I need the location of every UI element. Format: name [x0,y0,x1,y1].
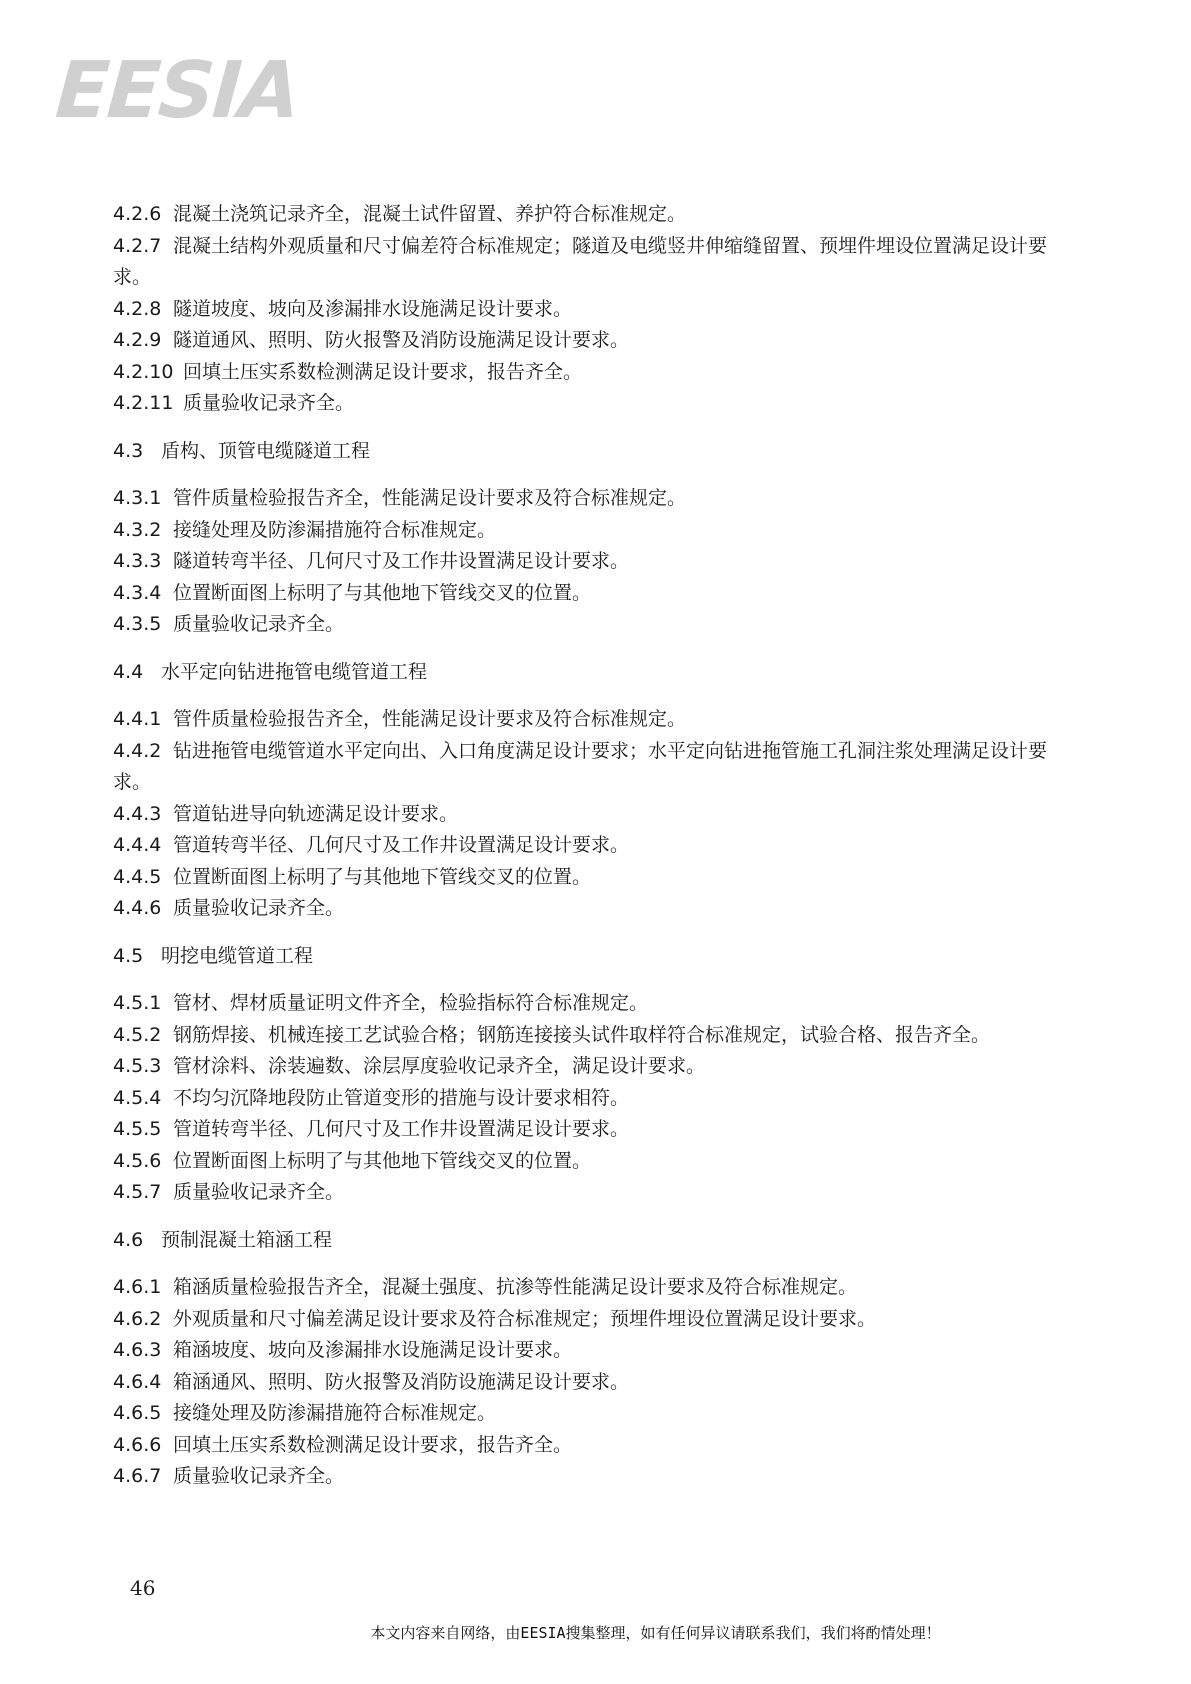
clause-4-3-1 [113,483,1073,515]
clause-number: 4.5.7 [113,1181,162,1203]
clause-4-5-6 [113,1146,1073,1178]
clause-4-3-2 [113,515,1073,547]
clause-text: 管材、焊材质量证明文件齐全，检验指标符合标准规定。 [173,992,649,1014]
clause-text: 管道钻进导向轨迹满足设计要求。 [173,802,459,825]
clause-text: 钢筋焊接、机械连接工艺试验合格；钢筋连接接头试件取样符合标准规定，试验合格、报告齐全。 [173,1023,991,1046]
clause-number: 4.3.5 [113,613,162,635]
clause-number: 4.4.6 [113,897,162,919]
clause-text: 质量验收记录齐全。 [173,1465,345,1487]
clause-4-4-2 [113,736,1073,799]
clause-number: 4.6.7 [113,1465,162,1487]
clause-number: 4.5.6 [113,1149,162,1172]
clause-4-5-2 [113,1020,1073,1052]
clause-text: 箱涵通风、照明、防火报警及消防设施满足设计要求。 [173,1370,630,1393]
clause-4-4-5 [113,862,1073,894]
clause-text: 外观质量和尺寸偏差满足设计要求及符合标准规定；预埋件埋设位置满足设计要求。 [173,1307,877,1330]
clause-4-2-6 [113,199,1073,231]
clause-4-4-1 [113,704,1073,736]
clause-text: 接缝处理及防渗漏措施符合标准规定。 [173,1402,497,1424]
clause-4-2-8 [113,294,1073,326]
section-number: 4.5 [113,944,144,967]
clause-4-2-9 [113,325,1073,357]
clause-text: 管件质量检验报告齐全，性能满足设计要求及符合标准规定。 [173,708,687,730]
section-number: 4.6 [113,1228,144,1251]
clause-4-5-4 [113,1083,1073,1115]
clause-4-5-7 [113,1177,1073,1209]
section-heading-4-5 [113,941,1073,973]
clause-number: 4.5.2 [113,1023,162,1046]
clause-4-6-7 [113,1461,1073,1493]
clause-text: 箱涵质量检验报告齐全，混凝土强度、抗渗等性能满足设计要求及符合标准规定。 [173,1276,858,1298]
clause-number: 4.5.4 [113,1086,162,1109]
clause-4-6-3 [113,1335,1073,1367]
clause-text: 混凝土浇筑记录齐全，混凝土试件留置、养护符合标准规定。 [173,203,687,225]
footer-disclaimer: 本文内容来自网络，由EESIA搜集整理，如有任何异议请联系我们，我们将酌情处理！ [370,1624,941,1642]
clause-text: 质量验收记录齐全。 [183,392,355,414]
clause-number: 4.2.8 [113,297,162,320]
clause-text: 管道转弯半径、几何尺寸及工作井设置满足设计要求。 [173,1118,630,1140]
clause-4-3-5 [113,609,1073,641]
clause-number: 4.5.5 [113,1118,162,1140]
eesia-logo: EESIA [52,46,302,136]
clause-text: 不均匀沉降地段防止管道变形的措施与设计要求相符。 [173,1086,630,1109]
clause-number: 4.4.5 [113,865,162,888]
clause-number: 4.3.4 [113,581,162,604]
clause-4-3-4 [113,578,1073,610]
clause-4-2-10 [113,357,1073,389]
clause-4-2-11 [113,388,1073,420]
clause-4-5-3 [113,1051,1073,1083]
clause-4-6-4 [113,1367,1073,1399]
clause-number: 4.2.9 [113,329,162,351]
clause-4-5-5 [113,1114,1073,1146]
clause-number: 4.2.6 [113,203,162,225]
clause-4-3-3 [113,546,1073,578]
section-title: 明挖电缆管道工程 [161,944,314,967]
clause-text: 质量验收记录齐全。 [173,1181,345,1203]
clause-text: 隧道转弯半径、几何尺寸及工作井设置满足设计要求。 [173,550,630,572]
clause-text: 位置断面图上标明了与其他地下管线交叉的位置。 [173,581,592,604]
clause-number: 4.4.3 [113,802,162,825]
clause-number: 4.6.2 [113,1307,162,1330]
clause-number: 4.3.3 [113,550,162,572]
clause-number: 4.4.4 [113,834,162,856]
section-heading-4-3 [113,436,1073,468]
clause-4-6-6 [113,1430,1073,1462]
document-body [113,199,1073,1493]
clause-number: 4.2.10 [113,360,174,383]
section-heading-4-6 [113,1225,1073,1257]
clause-4-5-1 [113,988,1073,1020]
section-title: 预制混凝土箱涵工程 [161,1228,333,1251]
clause-number: 4.4.1 [113,708,162,730]
clause-number: 4.3.2 [113,518,162,541]
section-title: 盾构、顶管电缆隧道工程 [161,439,371,462]
clause-text: 位置断面图上标明了与其他地下管线交叉的位置。 [173,1149,592,1172]
clause-4-4-6 [113,893,1073,925]
clause-4-2-7 [113,231,1073,294]
clause-text: 管件质量检验报告齐全，性能满足设计要求及符合标准规定。 [173,487,687,509]
clause-4-4-3 [113,799,1073,831]
clause-text: 管材涂料、涂装遍数、涂层厚度验收记录齐全，满足设计要求。 [173,1055,706,1077]
clause-4-6-1 [113,1272,1073,1304]
clause-number: 4.6.1 [113,1276,162,1298]
clause-text: 隧道通风、照明、防火报警及消防设施满足设计要求。 [173,329,630,351]
clause-text: 位置断面图上标明了与其他地下管线交叉的位置。 [173,865,592,888]
clause-number: 4.5.3 [113,1055,162,1077]
clause-number: 4.6.4 [113,1370,162,1393]
page-number: 46 [130,1576,156,1600]
clause-text: 回填土压实系数检测满足设计要求，报告齐全。 [183,360,583,383]
clause-text: 管道转弯半径、几何尺寸及工作井设置满足设计要求。 [173,834,630,856]
clause-text: 质量验收记录齐全。 [173,897,345,919]
clause-text: 钻进拖管电缆管道水平定向出、入口角度满足设计要求；水平定向钻进拖管施工孔洞注浆处理满足设计要求。 [113,739,1048,793]
section-number: 4.4 [113,660,144,683]
section-title: 水平定向钻进拖管电缆管道工程 [161,660,428,683]
clause-4-4-4 [113,830,1073,862]
clause-number: 4.5.1 [113,992,162,1014]
clause-4-6-2 [113,1304,1073,1336]
clause-text: 箱涵坡度、坡向及渗漏排水设施满足设计要求。 [173,1339,573,1361]
clause-number: 4.6.6 [113,1433,162,1456]
clause-number: 4.6.3 [113,1339,162,1361]
clause-4-6-5 [113,1398,1073,1430]
clause-text: 回填土压实系数检测满足设计要求，报告齐全。 [173,1433,573,1456]
clause-text: 接缝处理及防渗漏措施符合标准规定。 [173,518,497,541]
clause-number: 4.2.11 [113,392,174,414]
clause-text: 隧道坡度、坡向及渗漏排水设施满足设计要求。 [173,297,573,320]
clause-number: 4.2.7 [113,234,162,257]
section-number: 4.3 [113,439,144,462]
clause-number: 4.3.1 [113,487,162,509]
clause-text: 混凝土结构外观质量和尺寸偏差符合标准规定；隧道及电缆竖井伸缩缝留置、预埋件埋设位置满足设计要求。 [113,234,1048,288]
clause-number: 4.4.2 [113,739,162,762]
clause-text: 质量验收记录齐全。 [173,613,345,635]
section-heading-4-4 [113,657,1073,689]
clause-number: 4.6.5 [113,1402,162,1424]
